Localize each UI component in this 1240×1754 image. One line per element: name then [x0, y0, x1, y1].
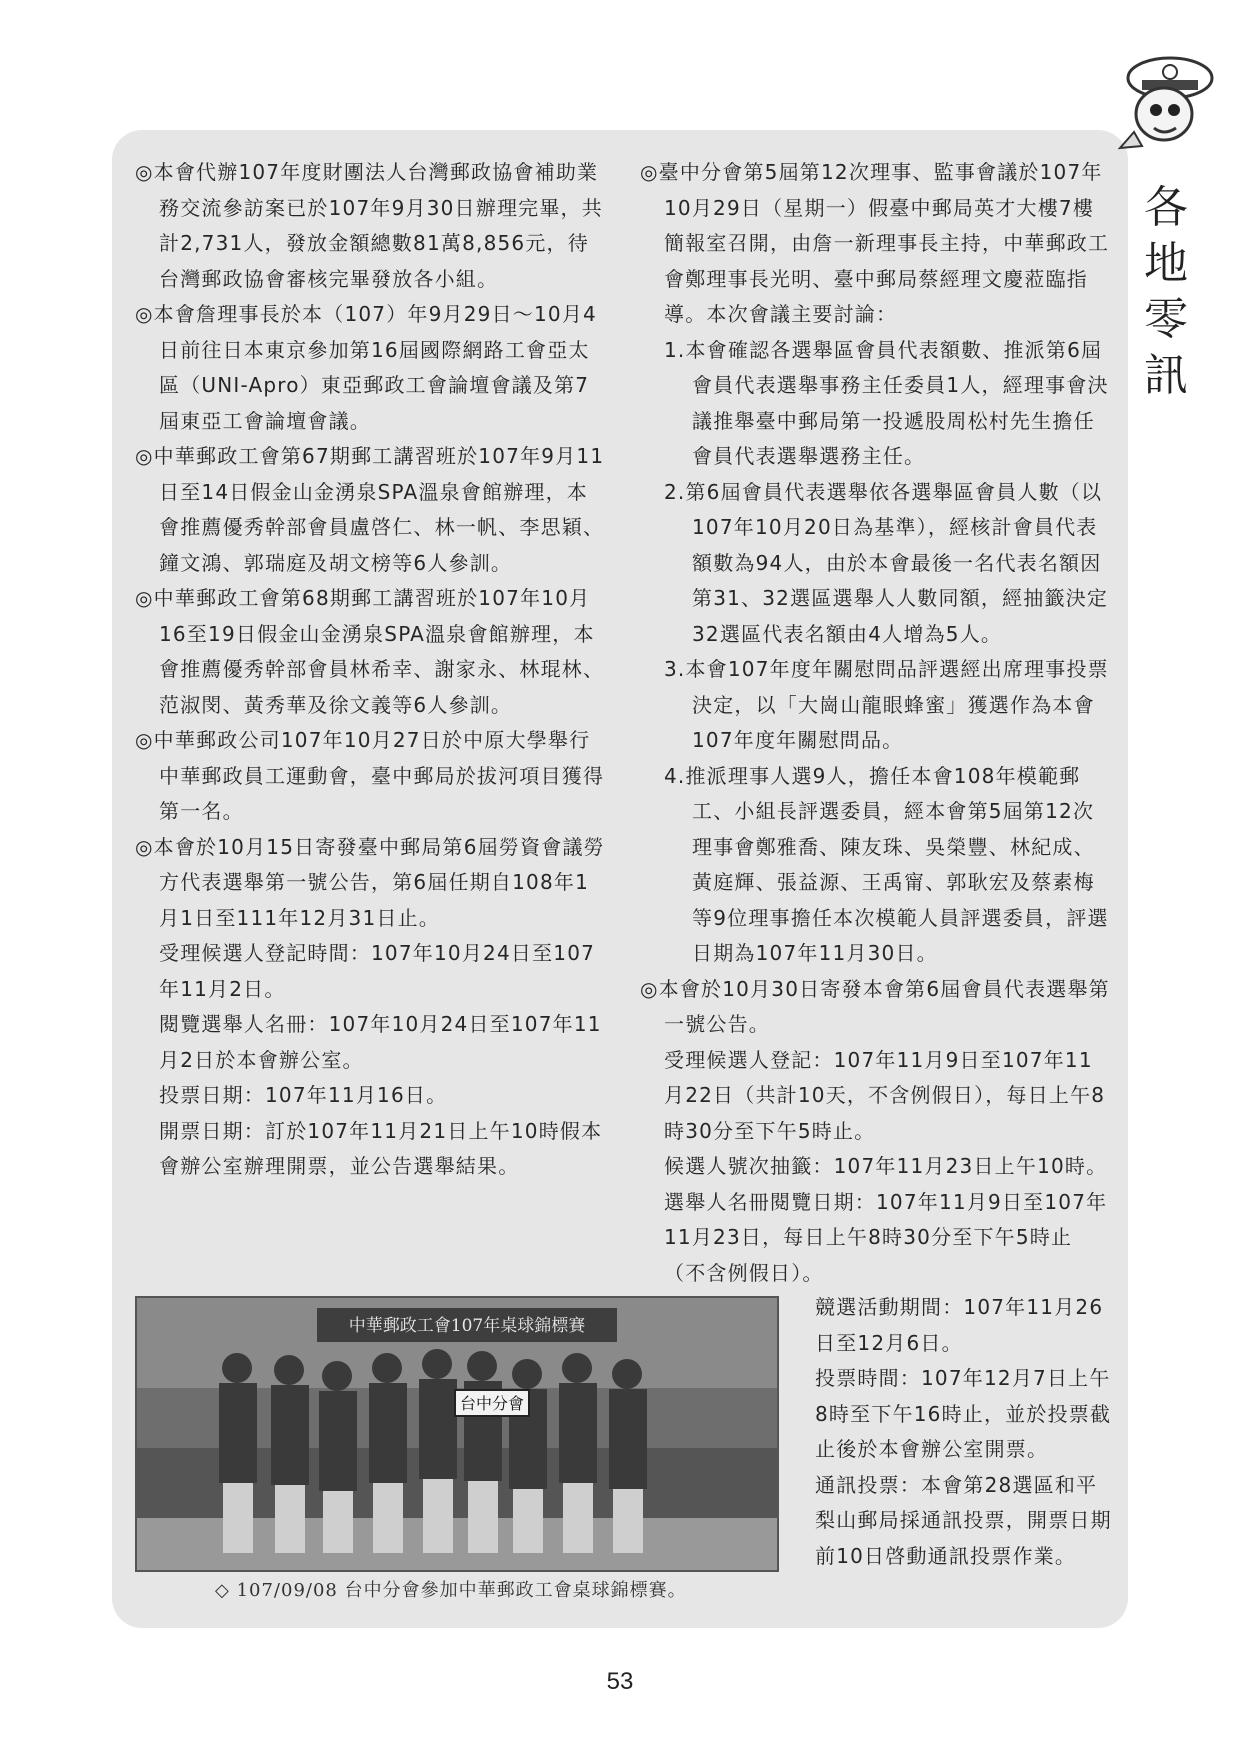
news-item: ◎本會詹理事長於本（107）年9月29日～10月4日前往日本東京參加第16屆國際網路工會亞太區（UNI-Apro）東亞郵政工會論壇會議及第7屆東亞工會論壇會議。: [135, 302, 597, 433]
agenda-item: 4.推派理事人選9人，擔任本會108年模範郵工、小組長評選委員，經本會第5屆第12次理事會鄭雅喬、陳友珠、吳榮豐、林紀成、黃庭輝、張益源、王禹甯、郭耿宏及蔡素梅等9位理事擔任本次模範人員評選委員，評選日期為107年11月30日。: [664, 763, 1109, 965]
news-item: ◎本會代辦107年度財團法人台灣郵政協會補助業務交流參訪案已於107年9月30日辦理完畢，共計2,731人，發放金額總數81萬8,856元，待台灣郵政協會審核完畢發放各小組。: [135, 160, 603, 291]
photo-caption: ◇ 107/09/08 台中分會參加中華郵政工會桌球錦標賽。: [215, 1580, 687, 1601]
agenda-item: 1.本會確認各選舉區會員代表額數、推派第6屆會員代表選舉事務主任委員1人，經理事會決議推舉臺中郵局第一投遞股周松村先生擔任會員代表選舉選務主任。: [664, 337, 1109, 468]
news-detail: 候選人號次抽籤：107年11月23日上午10時。: [664, 1154, 1108, 1178]
section-title-char: 地: [1144, 238, 1188, 289]
news-item: ◎中華郵政工會第68期郵工講習班於107年10月16至19日假金山金湧泉SPA溫泉會館辦理，本會推薦優秀幹部會員林希幸、謝家永、林琨林、范淑閔、黃秀華及徐文義等6人參訓。: [135, 586, 605, 717]
photo-sign: 台中分會: [459, 1394, 525, 1413]
section-title-char: 訊: [1144, 350, 1188, 401]
section-title-char: 零: [1144, 294, 1188, 345]
news-detail: 閱覽選舉人名冊：107年10月24日至107年11月2日於本會辦公室。: [159, 1012, 602, 1072]
section-title-char: 各: [1144, 182, 1188, 233]
group-photo: [135, 1296, 779, 1572]
news-item: ◎中華郵政公司107年10月27日於中原大學舉行中華郵政員工運動會，臺中郵局於拔河項目獲得第一名。: [135, 728, 605, 823]
section-title: [1138, 180, 1194, 404]
agenda-item: 3.本會107年度年關慰問品評選經出席理事投票決定，以「大崗山龍眼蜂蜜」獲選作為本會107年度年關慰問品。: [664, 657, 1109, 752]
left-column: [135, 155, 608, 1185]
news-detail: 選舉人名冊閱覽日期：107年11月9日至107年11月23日，每日上午8時30分至下午5時止（不含例假日）。: [664, 1189, 1108, 1285]
news-detail: 投票時間：107年12月7日上午8時至下午16時止，並於投票截止後於本會辦公室開票。: [815, 1366, 1112, 1461]
news-detail: 投票日期：107年11月16日。: [159, 1083, 448, 1107]
news-detail: 受理候選人登記時間：107年10月24日至107年11月2日。: [159, 941, 596, 1001]
agenda-item: 2.第6屆會員代表選舉依各選舉區會員人數（以107年10月20日為基準），經核計會員代表額數為94人，由於本會最後一名代表名額因第31、32選區選舉人人數同額，經抽籤決定32選區代表名額由4人增為5人。: [664, 479, 1109, 646]
page-number: 53: [606, 1668, 634, 1695]
news-item: ◎臺中分會第5屆第12次理事、監事會議於107年10月29日（星期一）假臺中郵局英才大樓7樓簡報室召開，由詹一新理事長主持，中華郵政工會鄭理事長光明、臺中郵局蔡經理文慶蒞臨指導。本次會議主要討論：: [640, 160, 1110, 326]
right-column-continued: [815, 1290, 1115, 1574]
news-detail: 通訊投票：本會第28選區和平梨山郵局採通訊投票，開票日期前10日啓動通訊投票作業。: [815, 1472, 1112, 1568]
postman-mascot-icon: [1112, 48, 1222, 158]
photo-banner: 中華郵政工會107年桌球錦標賽: [348, 1316, 586, 1336]
news-item: ◎本會於10月30日寄發本會第6屆會員代表選舉第一號公告。: [640, 976, 1110, 1036]
right-column: [640, 155, 1110, 1291]
news-detail: 開票日期：訂於107年11月21日上午10時假本會辦公室辦理開票，並公告選舉結果。: [159, 1118, 603, 1178]
news-item: ◎中華郵政工會第67期郵工講習班於107年9月11日至14日假金山金湧泉SPA溫泉會館辦理，本會推薦優秀幹部會員盧啓仁、林一帆、李思穎、鐘文鴻、郭瑞庭及胡文榜等6人參訓。: [135, 444, 605, 575]
news-detail: 競選活動期間：107年11月26日至12月6日。: [815, 1295, 1104, 1355]
news-item: ◎本會於10月15日寄發臺中郵局第6屆勞資會議勞方代表選舉第一號公告，第6屆任期自108年1月1日至111年12月31日止。: [135, 834, 605, 930]
news-detail: 受理候選人登記：107年11月9日至107年11月22日（共計10天，不含例假日），每日上午8時30分至下午5時止。: [664, 1047, 1106, 1143]
